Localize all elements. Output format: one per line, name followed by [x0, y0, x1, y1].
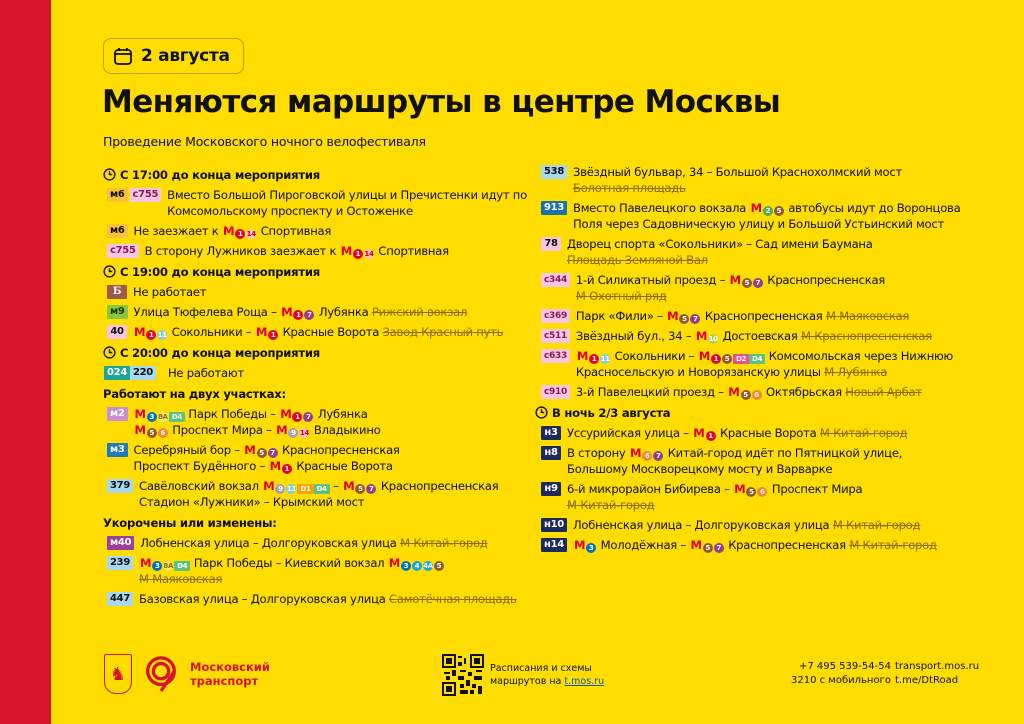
route-row: н10 Лобненская улица – Долгоруковская улица М Китай-город — [541, 517, 961, 533]
section-from-20: С 20:00 до конца мероприятия — [103, 344, 528, 361]
mcd-d4-icon: D4 — [169, 412, 185, 422]
metro-line-4a-icon: 4A — [423, 562, 433, 570]
metro-icon: М — [750, 201, 762, 215]
metro-line-3-icon: 3 — [401, 561, 411, 571]
metro-line-7-icon: 7 — [753, 278, 763, 288]
page-subtitle: Проведение Московского ночного велофестиваля — [103, 134, 426, 149]
mobile-short-number: 3210 с мобильного — [791, 675, 891, 686]
route-badge-40: 40 — [107, 325, 127, 339]
route-row: с755 В сторону Лужников заезжает к М 1 14 Спортивная — [103, 243, 528, 259]
route-badge-024: 024 — [104, 366, 130, 380]
phone-contacts — [791, 660, 891, 688]
route-row: 447 Базовская улица – Долгоруковская улица Самотёчная площадь — [103, 591, 528, 607]
metro-line-5-icon: 5 — [722, 354, 732, 364]
metro-struck-icon: М — [400, 536, 410, 550]
route-badge-c755: с755 — [107, 244, 139, 258]
metro-line-7-icon: 7 — [268, 448, 278, 458]
route-row: н3 Уссурийская улица – М 1 Красные Ворота М Китай-город — [541, 425, 961, 441]
qr-block: Расписания и схемы маршрутов на t.mos.ru — [442, 654, 604, 696]
metro-icon: М — [222, 224, 235, 238]
route-badge-m6: м6 — [107, 188, 128, 202]
route-row: 78 Дворец спорта «Сокольники» – Сад имени Баумана Площадь Земляной Вал — [541, 236, 961, 268]
moscow-transport-logo-icon — [142, 654, 180, 694]
mcd-14-icon: 14 — [364, 250, 374, 258]
metro-line-1-icon: 1 — [293, 310, 303, 320]
clock-icon — [103, 346, 116, 359]
metro-line-1-icon: 1 — [146, 330, 156, 340]
metro-line-3-icon: 3 — [147, 412, 157, 422]
route-row: м6 с755 Вместо Большой Пироговской улицы и Пречистенки идут по Комсомольскому проспекту и Остоженке — [103, 187, 528, 219]
route-badge-n8: н8 — [541, 446, 561, 460]
route-badge-239: 239 — [107, 556, 133, 570]
metro-line-5-icon: 5 — [742, 278, 752, 288]
metro-icon: М — [573, 538, 586, 552]
tmosru-link[interactable]: t.mos.ru — [564, 676, 605, 687]
right-column — [541, 164, 961, 557]
route-badge-c910: с910 — [541, 385, 570, 399]
red-side-stripe — [0, 0, 51, 724]
metro-line-6-icon: 6 — [642, 451, 652, 461]
metro-icon: М — [667, 309, 679, 323]
metro-icon: М — [343, 479, 355, 493]
metro-icon: М — [255, 325, 268, 339]
route-row: с369 Парк «Фили» – М 5 7 Краснопресненская М Маяковская — [541, 308, 961, 324]
route-row: 379 Савёловский вокзал М 9 11 D1 D4 – М 5 7 Краснопресненская Стадион «Лужники» – Крымский мост — [103, 478, 528, 510]
qr-code-icon[interactable] — [442, 654, 484, 696]
metro-struck-icon: М — [832, 518, 843, 532]
metro-line-3-icon: 3 — [152, 561, 162, 571]
route-row: Б Не работает — [103, 284, 528, 300]
metro-line-9-icon: 9 — [288, 428, 298, 438]
metro-line-7-icon: 7 — [303, 412, 313, 422]
route-row: н14 М 3 Молодёжная – М 5 7 Краснопресненская М Китай-город — [541, 537, 961, 553]
section-shortened: Укорочены или изменены: — [103, 515, 277, 530]
metro-line-6-icon: 6 — [757, 487, 767, 497]
section-from-19: С 19:00 до конца мероприятия — [103, 263, 528, 280]
metro-icon: М — [139, 556, 152, 570]
telegram-link[interactable]: t.me/DtRoad — [895, 675, 959, 686]
metro-line-5-icon: 5 — [257, 448, 267, 458]
calendar-icon — [113, 46, 133, 66]
section-from-17: С 17:00 до конца мероприятия — [103, 166, 528, 183]
metro-line-1-icon: 1 — [292, 412, 302, 422]
route-badge-n10: н10 — [541, 518, 567, 532]
route-badge-n9: н9 — [541, 482, 561, 496]
route-badge-m6: м6 — [107, 224, 128, 238]
route-row: м9 Улица Тюфелева Роща – М 1 7 Лубянка Рижский вокзал — [103, 304, 528, 320]
route-row: 40 М 1 11 Сокольники – М 1 Красные Ворота Завод Красный путь — [103, 324, 528, 340]
route-badge-n3: н3 — [541, 426, 561, 440]
route-badge-379: 379 — [107, 479, 133, 493]
site-link[interactable]: transport.mos.ru — [895, 661, 980, 672]
metro-line-1-icon: 1 — [706, 431, 716, 441]
mcd-d4-icon: D4 — [314, 484, 330, 494]
metro-line-5-icon: 5 — [746, 487, 756, 497]
metro-icon: М — [134, 407, 146, 421]
web-contacts — [895, 660, 979, 688]
metro-line-7-icon: 7 — [304, 310, 314, 320]
route-row: с633 М 1 11 Сокольники – М 1 5 D2 D4 Комсомольская через Нижнюю Красносельскую и Новорязанскую улицы М Лубянка — [541, 348, 961, 380]
route-badge-m9: м9 — [107, 305, 128, 319]
date-badge — [103, 38, 244, 74]
route-row: 538 Звёздный бульвар, 34 – Большой Краснохолмский мост Болотная площадь — [541, 164, 961, 196]
metro-line-5-icon: 5 — [147, 428, 157, 438]
metro-line-7-icon: 7 — [366, 484, 376, 494]
metro-line-5-icon: 5 — [434, 561, 444, 571]
metro-line-9-icon: 9 — [275, 484, 285, 494]
metro-line-1-icon: 1 — [268, 330, 278, 340]
metro-icon: М — [134, 423, 146, 437]
metro-line-8a-icon: 8A — [163, 562, 174, 570]
metro-icon: М — [134, 325, 146, 339]
metro-icon: М — [695, 329, 708, 343]
metro-line-10-icon: 10 — [708, 335, 718, 343]
metro-line-11-icon: 11 — [286, 485, 297, 493]
metro-struck-icon: М — [825, 309, 836, 323]
metro-line-5-icon: 5 — [355, 484, 365, 494]
route-row: с511 Звёздный бул., 34 – М10 Достоевская М Краснопресненская — [541, 328, 961, 344]
footer-brand: ♞ Московский транспорт — [104, 654, 270, 694]
metro-line-4-icon: 4 — [412, 561, 422, 571]
metro-icon: М — [269, 459, 281, 473]
metro-line-6-icon: 6 — [158, 428, 168, 438]
route-row: м40 Лобненская улица – Долгоруковская улица М Китай-город — [103, 535, 528, 551]
route-badge-b: Б — [107, 285, 127, 299]
route-badge-78: 78 — [541, 237, 561, 251]
clock-icon — [103, 265, 116, 278]
route-row: н9 6-й микрорайон Бибирева – М 5 6 Проспект Мира М Китай-город — [541, 481, 961, 513]
metro-line-7-icon: 7 — [714, 543, 724, 553]
route-badge-c344: с344 — [541, 273, 570, 287]
metro-icon: М — [576, 349, 589, 363]
metro-line-1-icon: 1 — [282, 464, 292, 474]
route-row: 239 М 3 8A D4 Парк Победы – Киевский вокзал М 3 4 4A 5 М Маяковская — [103, 555, 528, 587]
clock-icon — [535, 406, 548, 419]
metro-line-5-icon: 5 — [741, 390, 751, 400]
metro-icon: М — [263, 479, 275, 493]
route-badge-447: 447 — [107, 592, 133, 606]
mcd-d4-icon: D4 — [749, 354, 765, 364]
section-night: В ночь 2/3 августа — [535, 404, 961, 421]
metro-line-7-icon: 7 — [653, 451, 663, 461]
metro-icon: М — [728, 385, 740, 399]
metro-icon: М — [244, 443, 256, 457]
metro-line-1-icon: 1 — [353, 249, 363, 259]
route-badge-m40: м40 — [107, 536, 134, 550]
route-badge-c369: с369 — [541, 309, 570, 323]
metro-icon: М — [693, 426, 705, 440]
route-row: м3 Серебряный бор – М 5 7 Краснопресненская Проспект Будённого – М 1 Красные Ворота — [103, 442, 528, 474]
section-two-segments: Работают на двух участках: — [103, 386, 286, 401]
metro-line-8a-icon: 8A — [157, 413, 168, 421]
date-label: 2 августа — [141, 46, 230, 66]
metro-icon: М — [276, 423, 288, 437]
route-row: н8 В сторону М 6 7 Китай-город идёт по Пятницкой улице, Большому Москворецкому мосту и Варварке — [541, 445, 961, 477]
metro-icon: М — [698, 349, 711, 363]
mcd-d1-icon: D1 — [297, 484, 313, 494]
clock-icon — [103, 168, 116, 181]
route-row: м6 Не заезжает к М 1 14 Спортивная — [103, 223, 528, 239]
metro-line-3-icon: 3 — [586, 543, 596, 553]
metro-icon: М — [340, 244, 352, 258]
metro-line-11-icon: 11 — [157, 331, 167, 339]
route-badge-n14: н14 — [541, 538, 567, 552]
metro-icon: М — [734, 482, 746, 496]
metro-line-7-icon: 7 — [690, 314, 700, 324]
metro-line-6-icon: 6 — [752, 390, 762, 400]
metro-line-5-icon: 5 — [703, 543, 713, 553]
moscow-coat-of-arms-icon: ♞ — [104, 654, 132, 694]
metro-struck-icon: М — [567, 498, 577, 512]
metro-line-1-icon: 1 — [589, 354, 599, 364]
route-badge-220: 220 — [130, 366, 156, 380]
metro-icon: М — [388, 556, 401, 570]
route-badge-c511: с511 — [541, 329, 570, 343]
route-badge-m3: м3 — [107, 443, 128, 457]
metro-struck-icon: М — [819, 426, 830, 440]
metro-struck-icon: М — [824, 365, 834, 379]
mcd-d2-icon: D2 — [733, 354, 749, 364]
metro-struck-icon: М — [849, 538, 860, 552]
left-column — [103, 166, 528, 611]
route-row: с344 1-й Силикатный проезд – М 5 7 Краснопресненская М Охотный ряд — [541, 272, 961, 304]
metro-icon: М — [729, 273, 741, 287]
route-badge-c755: с755 — [130, 188, 162, 202]
route-badge-538: 538 — [541, 165, 567, 179]
metro-line-2-icon: 2 — [763, 206, 773, 216]
metro-icon: М — [629, 446, 642, 460]
metro-line-5-icon: 5 — [774, 206, 784, 216]
mcd-d4-icon: D4 — [174, 561, 190, 571]
mcd-14-icon: 14 — [299, 429, 310, 437]
page-title: Меняются маршруты в центре Москвы — [102, 84, 781, 120]
metro-icon: М — [280, 407, 292, 421]
route-row: 024 220 Не работают — [103, 365, 528, 381]
route-badge-c633: с633 — [541, 349, 570, 363]
metro-line-1-icon: 1 — [711, 354, 721, 364]
metro-icon: М — [281, 305, 293, 319]
route-row: м2 М 3 8A D4 Парк Победы – М 1 7 Лубянка М 5 6 Проспект Мира – М 9 14 Владыкино — [103, 406, 528, 438]
metro-icon: М — [690, 538, 702, 552]
metro-struck-icon: М — [801, 329, 811, 343]
route-badge-m2: м2 — [107, 407, 128, 421]
route-row: 913 Вместо Павелецкого вокзала М 2 5 автобусы идут до Воронцова Поля через Садовническую улицу и Большой Устьинский мост — [541, 200, 961, 232]
phone-number[interactable]: +7 495 539-54-54 — [799, 661, 891, 672]
metro-struck-icon: М — [138, 572, 149, 586]
metro-line-5-icon: 5 — [679, 314, 689, 324]
metro-line-11-icon: 11 — [600, 355, 610, 363]
route-row: с910 3-й Павелецкий проезд – М 5 6 Октябрьская Новый Арбат — [541, 384, 961, 400]
metro-line-1-icon: 1 — [235, 229, 245, 239]
route-badge-913: 913 — [541, 201, 567, 215]
metro-struck-icon: М — [575, 289, 586, 303]
mcd-14-icon: 14 — [246, 230, 256, 238]
